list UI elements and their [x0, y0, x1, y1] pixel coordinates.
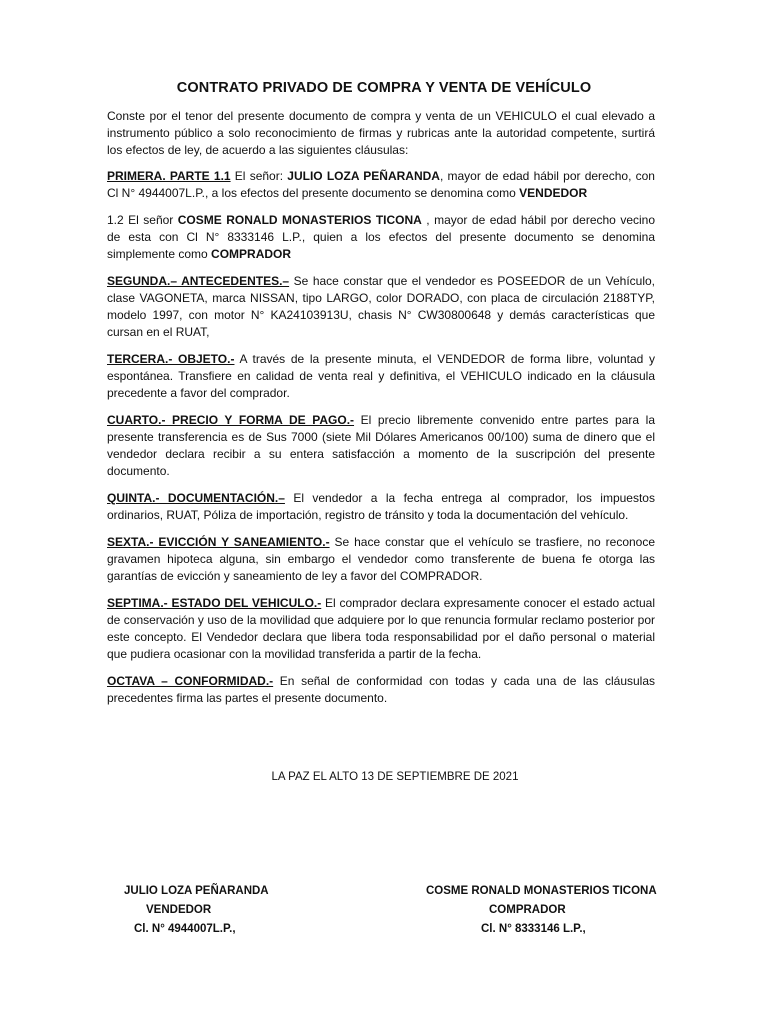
- clause-text: El precio libremente convenido entre partes para la presente transferencia es de Sus 7000 (siete Mil Dólares Americanos 00/100) suma de dinero que el vendedor declara recibir a su entera satisfacción a momento de la suscripción del presente documento.: [107, 413, 655, 478]
- clause-quinta: [107, 490, 655, 524]
- clause-cuarto: [107, 412, 655, 480]
- seller-signature-name: JULIO LOZA PEÑARANDA: [124, 885, 269, 897]
- buyer-name: COSME RONALD MONASTERIOS TICONA: [177, 213, 422, 227]
- clause-text: A través de la presente minuta, el VENDEDOR de forma libre, voluntad y espontánea. Transfiere en calidad de venta real y definitiva, el VEHICULO indicado en la cláusula precedente a favor del comprador.: [107, 352, 656, 400]
- clause-segunda: [107, 273, 655, 341]
- clause-heading: OCTAVA – CONFORMIDAD.-: [107, 674, 274, 688]
- intro-paragraph: Conste por el tenor del presente documento de compra y venta de un VEHICULO el cual elevado a instrumento público a solo reconocimiento de firmas y rubricas ante la autoridad competente, surtirá los efectos de ley, de acuerdo a las siguientes cláusulas:: [107, 109, 655, 157]
- buyer-signature-block: [426, 882, 657, 939]
- clause-heading: QUINTA.- DOCUMENTACIÓN.–: [107, 491, 285, 505]
- clause-heading: TERCERA.- OBJETO.-: [107, 352, 235, 366]
- clause-octava: [107, 673, 655, 707]
- clause-text: El comprador declara expresamente conocer el estado actual de conservación y uso de la movilidad que adquiere por lo que renuncia formular reclamo posterior por este concepto. El Vendedor declara que libera toda responsabilidad por el daño personal o material que pudiera ocasionar con la movilidad transferida a partir de la fecha.: [107, 596, 655, 661]
- clause-text: Se hace constar que el vehículo se trasfiere, no reconoce gravamen hipoteca alguna, sin embargo el vendedor como transferente de buena fe otorga las garantías de evicción y saneamiento de ley a favor del COMPRADOR.: [107, 535, 656, 583]
- clause-sexta: [107, 534, 655, 585]
- buyer-signature-id: Cl. N° 8333146 L.P.,: [481, 923, 586, 935]
- contract-body: [107, 108, 655, 717]
- clause-text: , mayor de edad hábil por derecho, con Cl N° 4944007L.P., a los efectos del presente documento se denomina como: [107, 169, 655, 200]
- date-line: LA PAZ EL ALTO 13 DE SEPTIEMBRE DE 2021: [271, 771, 519, 783]
- seller-role: VENDEDOR: [519, 186, 588, 200]
- clause-text: , mayor de edad hábil por derecho vecino de esta con Cl N° 8333146 L.P., quien a los efectos del presente documento se denomina simplemente como: [107, 213, 656, 261]
- seller-signature-block: [124, 882, 269, 939]
- clause-text: 1.2 El señor: [107, 213, 178, 227]
- clause-heading: PRIMERA. PARTE 1.1: [107, 169, 231, 183]
- buyer-role: COMPRADOR: [211, 247, 292, 261]
- buyer-signature-name: COSME RONALD MONASTERIOS TICONA: [426, 885, 657, 897]
- buyer-signature-role: COMPRADOR: [489, 904, 566, 916]
- clause-text: En señal de conformidad con todas y cada una de las cláusulas precedentes firma las partes el presente documento.: [107, 674, 656, 705]
- clause-heading: CUARTO.- PRECIO Y FORMA DE PAGO.-: [107, 413, 355, 427]
- clause-parte-1-2: [107, 212, 655, 263]
- clause-heading: SEGUNDA.– ANTECEDENTES.–: [107, 274, 290, 288]
- seller-name: JULIO LOZA PEÑARANDA: [287, 169, 440, 183]
- clause-text: El vendedor a la fecha entrega al comprador, los impuestos ordinarios, RUAT, Póliza de importación, registro de tránsito y toda la documentación del vehículo.: [107, 491, 655, 522]
- seller-signature-id: Cl. N° 4944007L.P.,: [134, 923, 236, 935]
- clause-heading: SEXTA.- EVICCIÓN Y SANEAMIENTO.-: [107, 535, 330, 549]
- clause-text: El señor:: [230, 169, 288, 183]
- seller-signature-role: VENDEDOR: [146, 904, 212, 916]
- clause-text: Se hace constar que el vendedor es POSEEDOR de un Vehículo, clase VAGONETA, marca NISSAN, tipo LARGO, color DORADO, con placa de circulación 2188TYP, modelo 1997, con motor N° KA24103913U, chasis N° CW30800648 y demás características que cursan en el RUAT,: [107, 274, 655, 339]
- clause-primera: [107, 168, 655, 202]
- clause-heading: SEPTIMA.- ESTADO DEL VEHICULO.-: [107, 596, 322, 610]
- document-title: CONTRATO PRIVADO DE COMPRA Y VENTA DE VEHÍCULO: [176, 80, 592, 96]
- clause-septima: [107, 595, 655, 663]
- clause-tercera: [107, 351, 655, 402]
